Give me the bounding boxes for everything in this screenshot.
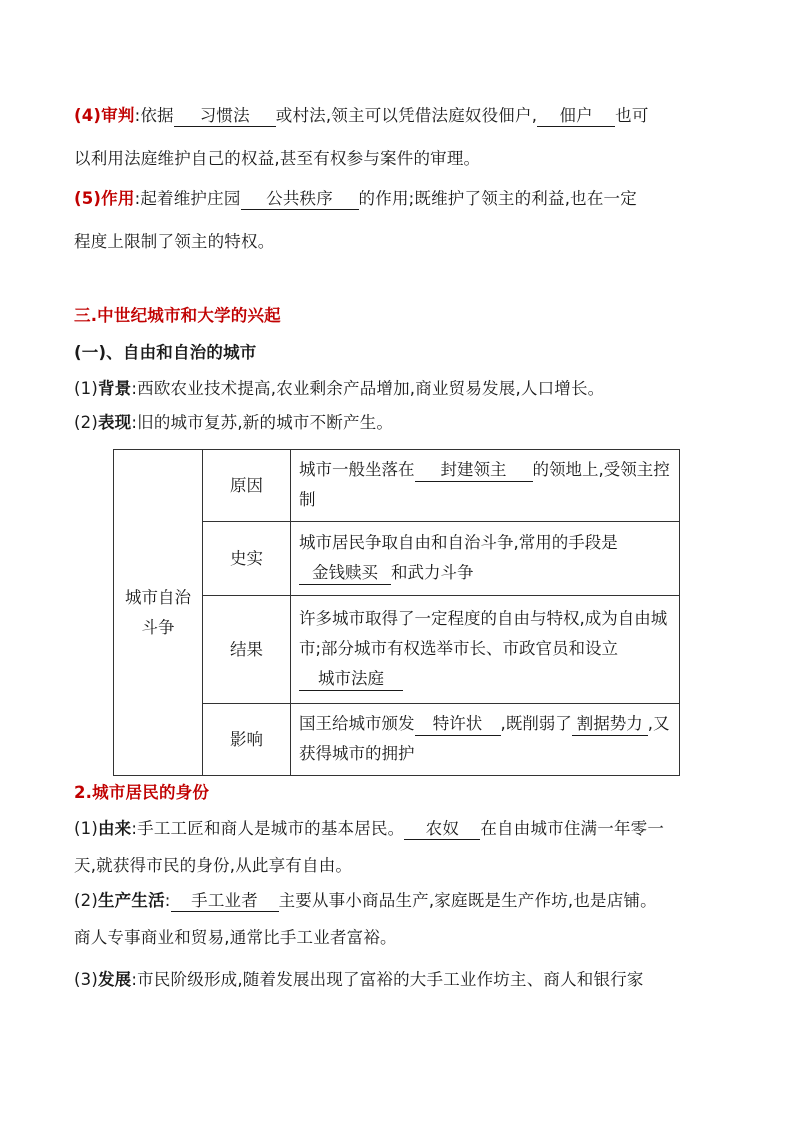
item-number: (4) <box>74 106 102 125</box>
fill-blank: 公共秩序 <box>241 189 359 210</box>
item-manifestation: (2)表现:旧的城市复苏,新的城市不断产生。 <box>74 413 394 432</box>
table-row-label: 结果 <box>203 596 291 704</box>
item-trial-line1: (4)审判:依据 习惯法 或村法,领主可以凭借法庭奴役佃户, 佃户 也可 <box>74 106 649 125</box>
table-cell: 城市一般坐落在 封建领主 的领地上,受领主控制 <box>291 450 680 522</box>
item-function-line1: (5)作用:起着维护庄园 公共秩序 的作用;既维护了领主的利益,也在一定 <box>74 189 637 208</box>
fill-blank: 习惯法 <box>174 106 276 127</box>
subsection-heading: 2.城市居民的身份 <box>74 783 210 802</box>
fill-blank: 封建领主 <box>415 459 533 482</box>
fill-blank: 农奴 <box>404 819 480 840</box>
item-title: 审判 <box>101 106 135 125</box>
table-row-label: 史实 <box>203 522 291 596</box>
subsection-heading: (一)、自由和自治的城市 <box>74 343 257 362</box>
table-row-label: 影响 <box>203 704 291 776</box>
item-function-line2: 程度上限制了领主的特权。 <box>74 232 275 251</box>
item-origin-line1: (1)由来:手工工匠和商人是城市的基本居民。 农奴 在自由城市住满一年零一 <box>74 819 665 838</box>
fill-blank: 佃户 <box>537 106 615 127</box>
item-number: (5) <box>74 189 102 208</box>
section-heading: 三.中世纪城市和大学的兴起 <box>74 306 281 325</box>
fill-blank: 城市法庭 <box>299 668 403 691</box>
item-life-line1: (2)生产生活: 手工业者 主要从事小商品生产,家庭既是生产作坊,也是店铺。 <box>74 891 657 910</box>
item-development: (3)发展:市民阶级形成,随着发展出现了富裕的大手工业作坊主、商人和银行家 <box>74 970 644 989</box>
table-cell: 城市居民争取自由和自治斗争,常用的手段是金钱赎买 和武力斗争 <box>291 522 680 596</box>
item-life-line2: 商人专事商业和贸易,通常比手工业者富裕。 <box>74 928 397 947</box>
fill-blank: 金钱赎买 <box>299 562 391 585</box>
table-row-label: 原因 <box>203 450 291 522</box>
item-origin-line2: 天,就获得市民的身份,从此享有自由。 <box>74 856 353 875</box>
table-cell: 国王给城市颁发 特许状 ,既削弱了 割据势力 ,又获得城市的拥护 <box>291 704 680 776</box>
fill-blank: 特许状 <box>415 713 501 736</box>
item-title: 作用 <box>101 189 135 208</box>
fill-blank: 手工业者 <box>171 891 279 912</box>
fill-blank: 割据势力 <box>572 713 648 736</box>
table-cell: 许多城市取得了一定程度的自由与特权,成为自由城市;部分城市有权选举市长、市政官员和设立城市法庭 <box>291 596 680 704</box>
city-autonomy-table <box>113 449 680 776</box>
table-group-label: 城市自治斗争 <box>114 450 203 776</box>
item-background: (1)背景:西欧农业技术提高,农业剩余产品增加,商业贸易发展,人口增长。 <box>74 379 605 398</box>
item-trial-line2: 以利用法庭维护自己的权益,甚至有权参与案件的审理。 <box>74 149 481 168</box>
